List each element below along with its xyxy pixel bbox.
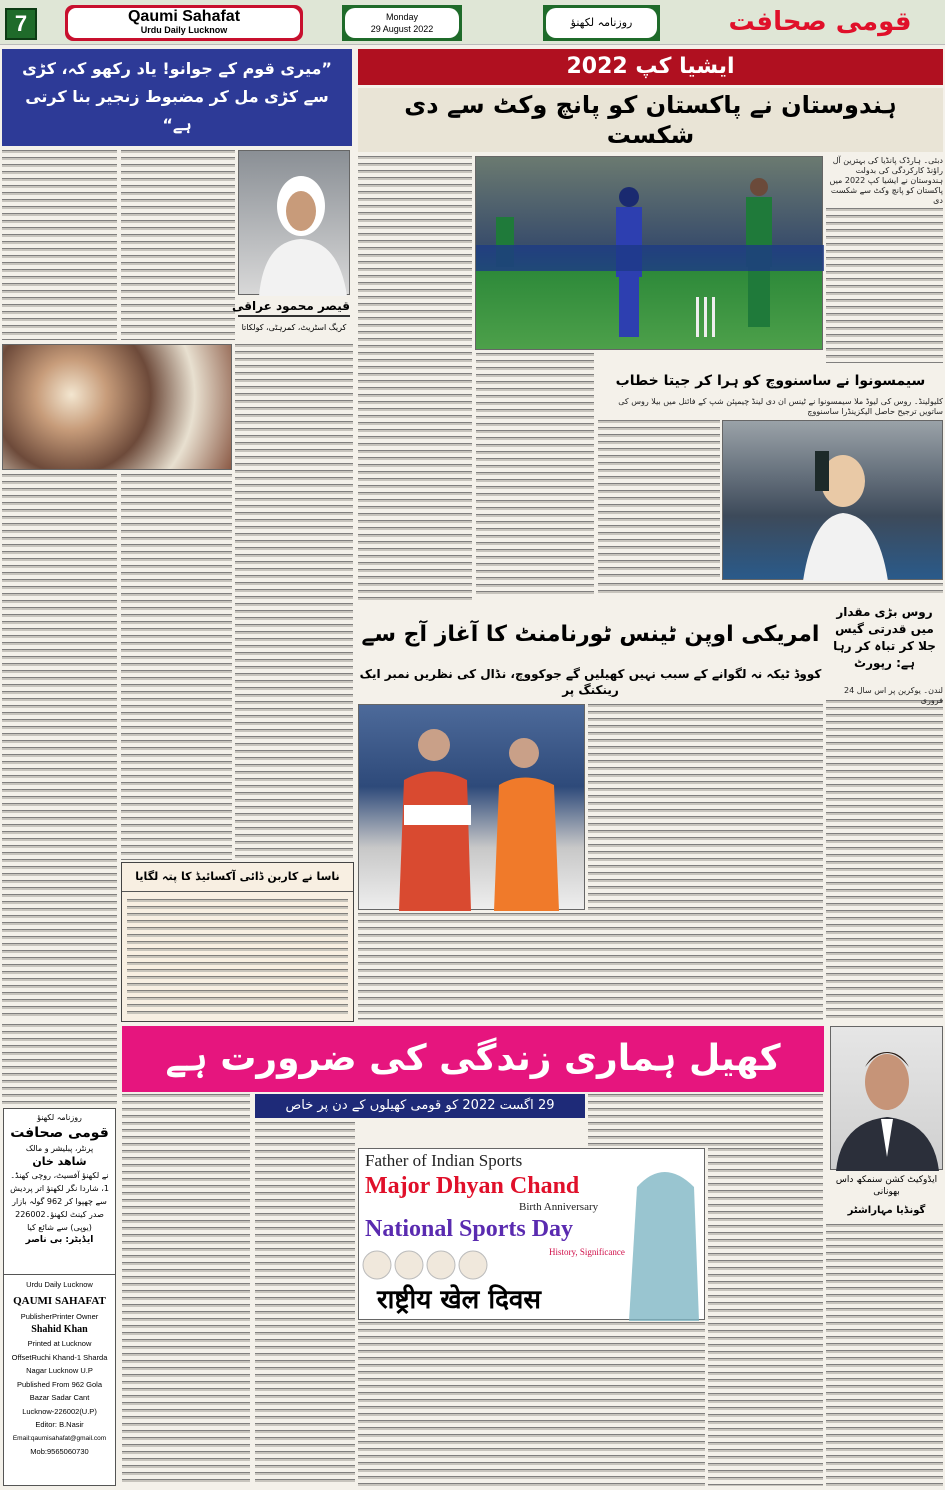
imprint-line: OffsetRuchi Khand-1 Sharda [11, 1352, 108, 1362]
article-text [826, 1224, 943, 1486]
imprint-address-urdu: نے لکھنؤ آفسیٹ، روچی کھنڈ۔1، شاردا نگر لکھنؤ اتر پردیش سے چھپوا کر 962 گولہ بازار صدر کینٹ لکھنؤ۔226002 (یوپی) سے شائع کیا [10, 1171, 109, 1232]
sports-day-banner: کھیل ہماری زندگی کی ضرورت ہے [122, 1026, 824, 1092]
russia-gas-headline: روس بڑی مقدار میں قدرتی گیس جلا کر تباہ کر رہا ہے: رپورٹ [833, 605, 936, 670]
article-text [2, 150, 117, 340]
masthead-english: Qaumi Sahafat [127, 8, 241, 25]
asia-cup-headline: ہندوستان نے پاکستان کو پانچ وکٹ سے دی شکست [358, 88, 943, 152]
imprint-owner-urdu: شاهد خان [32, 1155, 87, 1168]
russia-gas-lead: لندن۔ یوکرین پر اس سال 24 فروری [826, 686, 943, 698]
article-text [2, 1024, 117, 1104]
image-line-2: Major Dhyan Chand [365, 1173, 580, 1199]
imprint-editor-en: Editor: B.Nasir [35, 1420, 84, 1429]
tennis-headline: سیمسونوا نے ساسنووچ کو ہرا کر جیتا خطاب [598, 366, 943, 396]
national-sports-day-image [358, 1148, 705, 1320]
masthead-subtitle: Urdu Daily Lucknow [140, 25, 228, 35]
roznama-label: روزنامہ لکھنؤ [546, 8, 657, 38]
article-text [598, 420, 720, 580]
tennis-players-icon [359, 705, 586, 911]
imprint-roznama: روزنامہ لکھنؤ [37, 1113, 82, 1122]
sports-day-subbanner: 29 اگست 2022 کو قومی کھیلوں کے دن پر خاص [255, 1094, 585, 1118]
article-text [708, 1148, 823, 1486]
article-text [127, 899, 348, 1017]
asia-cup-lead: دبئی۔ ہارڈک پانڈیا کی بہترین آل راؤنڈ کارکردگی کی بدولت ہندوستان نے ایشیا کپ 2022 میں پاکستان کو پانچ وکٹ سے شکست دی [826, 156, 943, 206]
imprint-line: Lucknow-226002(U.P) [22, 1406, 97, 1416]
image-line-3: Birth Anniversary [519, 1201, 599, 1213]
image-line-4: National Sports Day [365, 1216, 574, 1242]
article-text [588, 1094, 823, 1146]
tennis-lead: کلیولینڈ۔ روس کی لیوڈ ملا سیمسونوا نے ٹینس ان دی لینڈ چیمپئن شپ کے فائنل میں بیلا روس کی ساتویں ترجیح حاصل الیکزینڈرا ساسنووچ [598, 397, 943, 417]
article-text [826, 208, 943, 363]
article-text [2, 474, 117, 1020]
imprint-line: Printed at Lucknow [27, 1339, 92, 1348]
day: Monday [385, 12, 419, 22]
imprint-role-en: PublisherPrinter Owner [20, 1311, 99, 1321]
nasa-story-box [121, 862, 354, 1022]
image-line-6: राष्ट्रीय खेल दिवस [377, 1285, 541, 1315]
image-line-5: History, Significance [549, 1247, 625, 1257]
masthead-box [65, 5, 303, 41]
quote-box: ”میری قوم کے جوانو! یاد رکھو کہ، کڑی سے کڑی مل کر مضبوط زنجیر بنا کرتی ہے“ [2, 49, 352, 146]
asia-cup-banner: ایشیا کپ 2022 [358, 49, 943, 85]
imprint-line1: Urdu Daily Lucknow [26, 1280, 93, 1289]
us-open-headline: امریکی اوپن ٹینس ٹورنامنٹ کا آغاز آج سے [361, 622, 820, 647]
photo-caption [598, 583, 943, 595]
article-text [358, 1322, 705, 1486]
image-line-1: Father of Indian Sports [365, 1151, 523, 1170]
imprint-line: Bazar Sadar Cant [29, 1393, 90, 1402]
urdu-logo: قومی صحافت [728, 7, 912, 37]
columnist-portrait-icon [831, 1027, 944, 1171]
article-text [476, 353, 594, 598]
columnist-place: گونڈیا مہاراشٹر [847, 1205, 926, 1216]
imprint-title-en: QAUMI SAHAFAT [13, 1294, 106, 1307]
article-text [121, 474, 232, 860]
article-text [358, 913, 823, 1020]
article-text [122, 1094, 250, 1486]
masthead [0, 0, 945, 45]
imprint-title-urdu: قومی صحافت [10, 1125, 109, 1141]
article-text [121, 150, 235, 340]
imprint-line: Published From 962 Gola [16, 1379, 103, 1389]
article-text [358, 156, 472, 600]
columnist-name: ایڈوکیٹ کشن سنمکھ داس بھونانی [835, 1175, 938, 1197]
tennis-player-icon [723, 421, 944, 581]
author-photo [238, 150, 350, 295]
imprint-owner-en: Shahid Khan [31, 1324, 88, 1335]
date-box [342, 5, 462, 41]
nasa-headline: ناسا نے کاربن ڈائی آکسائیڈ کا پتہ لگایا [122, 863, 353, 892]
columnist-photo [830, 1026, 943, 1170]
imprint-line: Nagar Lucknow U.P [26, 1366, 93, 1375]
article-text [235, 344, 353, 860]
article-text [826, 700, 943, 1020]
imprint-mobile: Mob:9565060730 [30, 1447, 89, 1456]
imprint-box [3, 1108, 116, 1486]
roznama-box [543, 5, 660, 41]
author-portrait-icon [239, 151, 351, 296]
imprint-role-urdu: پرنٹر، پبلیشر و مالک [25, 1144, 94, 1153]
crowd-photo [2, 344, 232, 470]
article-text [588, 704, 823, 910]
author-name: قیصر محمود عراقی [238, 297, 350, 317]
tennis-trophy-photo [722, 420, 943, 580]
article-text [255, 1122, 355, 1486]
author-address: کریگ اسٹریٹ، کمرہٹی، کولکاتا [241, 323, 347, 332]
djokovic-nadal-photo [358, 704, 585, 910]
imprint-email[interactable]: Email:qaumisahafat@gmail.com [12, 1434, 107, 1442]
page-number: 7 [5, 8, 37, 40]
us-open-subheadline: کووڈ ٹیکہ نہ لگوانے کے سبب نہیں کھیلیں گے جوکووچ، نڈال کی نظریں نمبر ایک رینکنگ پر [359, 667, 822, 697]
date: 29 August 2022 [370, 24, 434, 34]
cricket-photo [475, 156, 823, 350]
imprint-editor-urdu: ایڈیٹر: بی ناصر [25, 1235, 94, 1245]
